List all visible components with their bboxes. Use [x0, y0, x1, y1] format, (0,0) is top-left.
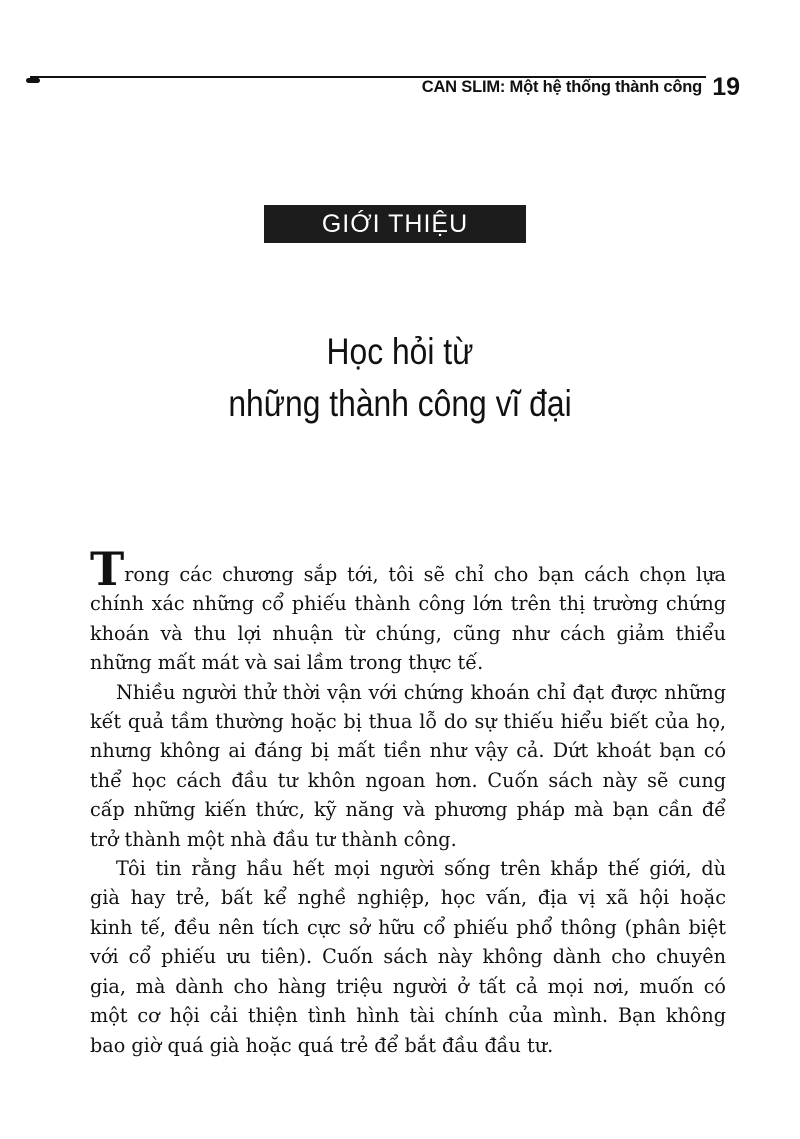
- header-rule-tip: [26, 78, 40, 83]
- paragraph-line: khoán và thu lợi nhuận từ chúng, cũng như cách giảm thiểu: [90, 621, 726, 645]
- page-number: 19: [712, 73, 740, 101]
- paragraph-line: [90, 542, 726, 596]
- body-text: [90, 542, 726, 1060]
- paragraph-line: bao giờ quá già hoặc quá trẻ để bắt đầu đầu tư.: [90, 1033, 554, 1057]
- paragraph-2: [90, 678, 726, 854]
- paragraph-line: kinh tế, đều nên tích cực sở hữu cổ phiếu phổ thông (phân biệt: [90, 915, 726, 939]
- paragraph-line: kết quả tầm thường hoặc bị thua lỗ do sự thiếu hiểu biết của họ,: [90, 710, 726, 734]
- paragraph-line: già hay trẻ, bất kể nghề nghiệp, học vấn, địa vị xã hội hoặc: [90, 886, 726, 910]
- chapter-label: GIỚI THIỆU: [264, 205, 526, 243]
- paragraph-1: [90, 542, 726, 678]
- paragraph-line: chính xác những cổ phiếu thành công lớn trên thị trường chứng: [90, 592, 726, 616]
- paragraph-line-text: rong các chương sắp tới, tôi sẽ chỉ cho bạn cách chọn lựa: [124, 563, 726, 586]
- running-title: CAN SLIM: Một hệ thống thành công: [421, 78, 702, 96]
- paragraph-line: trở thành một nhà đầu tư thành công.: [90, 827, 457, 851]
- chapter-title-line-1: Học hỏi từ: [326, 331, 474, 372]
- paragraph-line: cấp những kiến thức, kỹ năng và phương pháp mà bạn cần để: [90, 798, 726, 822]
- paragraph-line: thể học cách đầu tư khôn ngoan hơn. Cuốn sách này sẽ cung: [90, 768, 726, 792]
- paragraph-line: gia, mà dành cho hàng triệu người ở tất cả mọi nơi, muốn có: [90, 974, 726, 998]
- running-header: [30, 72, 750, 102]
- paragraph-line: một cơ hội cải thiện tình hình tài chính của mình. Bạn không: [90, 1004, 726, 1028]
- paragraph-line: Nhiều người thử thời vận với chứng khoán chỉ đạt được những: [116, 680, 726, 704]
- chapter-title: [185, 326, 615, 430]
- paragraph-line: nhưng không ai đáng bị mất tiền như vậy cả. Dứt khoát bạn có: [90, 739, 726, 763]
- paragraph-line: với cổ phiếu ưu tiên). Cuốn sách này không dành cho chuyên: [90, 945, 726, 969]
- paragraph-line: những mất mát và sai lầm trong thực tế.: [90, 651, 484, 675]
- drop-cap: T: [90, 542, 125, 596]
- paragraph-3: [90, 854, 726, 1060]
- chapter-title-line-2: những thành công vĩ đại: [228, 383, 572, 424]
- paragraph-line: Tôi tin rằng hầu hết mọi người sống trên khắp thế giới, dù: [116, 857, 726, 881]
